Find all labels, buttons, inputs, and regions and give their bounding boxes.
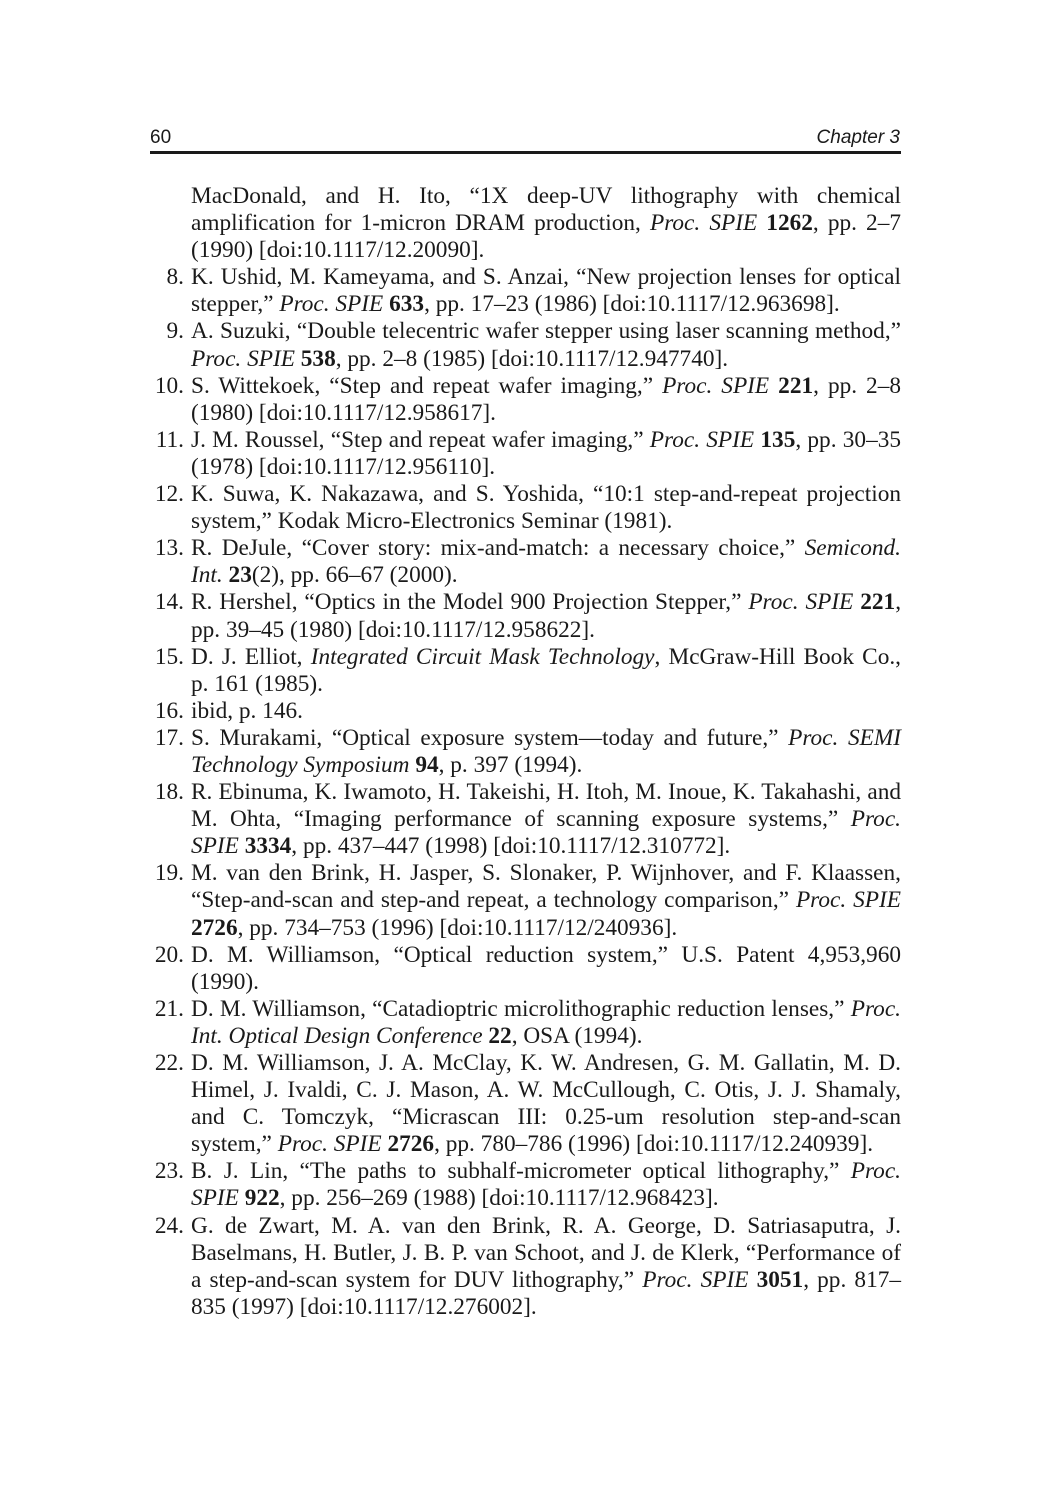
- reference-number: [150, 535, 191, 589]
- reference-text: [191, 860, 901, 941]
- reference-text-run: R. Ebinuma, K. Iwamoto, H. Takeishi, H. Itoh, M. Inoue, K. Takahashi, and M. Ohta, “Imaging performance of scanning exposure systems,”: [191, 779, 901, 833]
- reference-text: [191, 1158, 901, 1212]
- reference-text-run: , pp. 734–753 (1996) [doi:10.1117/12/240936].: [237, 914, 678, 941]
- reference-number-text: 17.: [154, 724, 184, 751]
- reference-number-text: 16.: [154, 697, 184, 724]
- reference-text: [191, 427, 901, 481]
- reference-text: [191, 779, 901, 860]
- reference-text-run: S. Murakami, “Optical exposure system—today and future,”: [191, 724, 789, 751]
- reference-number-text: 24.: [154, 1212, 184, 1239]
- reference-text-run: D. M. Williamson, J. A. McClay, K. W. Andresen, G. M. Gallatin, M. D. Himel, J. Ivaldi, C. J. Mason, A. W. McCullough, C. Otis, J. J. Shamaly, and C. Tomczyk, “Micrascan III: 0.25-um resolution step-and-scan system,”: [191, 1050, 901, 1158]
- reference-italic-text: Proc. SPIE: [649, 210, 758, 237]
- reference-text: [191, 264, 901, 318]
- reference-number: [150, 1158, 191, 1212]
- reference-number-text: [184, 183, 191, 209]
- reference-italic-text: Proc. SPIE: [662, 372, 770, 399]
- reference-volume: 135: [760, 426, 796, 453]
- reference-entry: [150, 725, 901, 779]
- reference-volume: 538: [300, 345, 336, 372]
- reference-volume: 3051: [756, 1266, 804, 1293]
- reference-number: [150, 996, 191, 1050]
- reference-text: [191, 644, 901, 698]
- reference-text-run: , OSA (1994).: [511, 1022, 643, 1049]
- reference-text-run: , pp. 437–447 (1998) [doi:10.1117/12.310772].: [291, 833, 731, 860]
- reference-number: [150, 481, 191, 535]
- reference-italic-text: Proc. SEMI Technology Symposium: [191, 724, 901, 778]
- reference-number-text: 19.: [154, 860, 184, 887]
- reference-text: [191, 535, 901, 589]
- reference-entry: [150, 942, 901, 996]
- reference-italic-text: Proc. SPIE: [191, 345, 295, 372]
- reference-text-run: , pp. 2–7 (1990) [doi:10.1117/12.20090].: [191, 210, 901, 264]
- reference-entry: [150, 481, 901, 535]
- reference-entry: [150, 779, 901, 860]
- reference-number: [150, 698, 191, 725]
- reference-number-text: 23.: [154, 1158, 184, 1185]
- reference-number: [150, 725, 191, 779]
- reference-text: [191, 373, 901, 427]
- reference-number: [150, 1050, 191, 1158]
- reference-text-run: , pp. 2–8 (1980) [doi:10.1117/12.958617].: [191, 372, 901, 426]
- reference-italic-text: Proc. Int. Optical Design Conference: [191, 995, 901, 1049]
- reference-volume: 2726: [387, 1131, 435, 1158]
- reference-number: [150, 1213, 191, 1321]
- running-header: [150, 126, 900, 150]
- reference-volume: 3334: [244, 833, 292, 860]
- page-number: 60: [150, 127, 172, 148]
- reference-text-run: K. Suwa, K. Nakazawa, and S. Yoshida, “10:1 step-and-repeat projection system,” Kodak Micro-Electronics Seminar (1981).: [191, 481, 901, 535]
- reference-italic-text: Proc. SPIE: [277, 1131, 382, 1158]
- reference-text-run: S. Wittekoek, “Step and repeat wafer imaging,”: [191, 372, 663, 399]
- reference-text: [191, 589, 901, 643]
- reference-italic-text: Proc. SPIE: [279, 291, 384, 318]
- reference-text-run: MacDonald, and H. Ito, “1X deep-UV lithography with chemical amplification for 1-micron DRAM production,: [191, 183, 901, 237]
- reference-text-run: D. M. Williamson, “Optical reduction system,” U.S. Patent 4,953,960 (1990).: [191, 941, 901, 995]
- reference-volume: 2726: [191, 914, 238, 941]
- reference-volume: 922: [244, 1185, 280, 1212]
- reference-entry: [150, 264, 901, 318]
- reference-text: [191, 318, 901, 372]
- reference-number: [150, 644, 191, 698]
- reference-text: [191, 183, 901, 264]
- reference-entry: [150, 1050, 901, 1158]
- reference-text-run: D. J. Elliot,: [191, 643, 311, 670]
- reference-italic-text: Integrated Circuit Mask Technology: [310, 643, 655, 670]
- reference-entry: [150, 373, 901, 427]
- reference-text-run: D. M. Williamson, “Catadioptric microlithographic reduction lenses,”: [191, 995, 851, 1022]
- reference-number: [150, 264, 191, 318]
- reference-text-run: , McGraw-Hill Book Co., p. 161 (1985).: [191, 643, 901, 697]
- reference-number-text: 18.: [154, 779, 184, 806]
- reference-text-run: ibid, p. 146.: [191, 697, 303, 724]
- reference-entry: [150, 183, 901, 264]
- reference-number-text: 10.: [154, 372, 184, 399]
- reference-number-text: 15.: [154, 643, 184, 670]
- reference-italic-text: Proc. SPIE: [642, 1266, 749, 1293]
- reference-volume: 22: [488, 1022, 512, 1049]
- reference-entry: [150, 427, 901, 481]
- reference-number: [150, 860, 191, 941]
- reference-text: [191, 698, 901, 725]
- reference-text-run: , p. 397 (1994).: [438, 751, 583, 778]
- reference-number-text: 9.: [166, 318, 184, 345]
- reference-number-text: 12.: [154, 481, 184, 508]
- reference-text-run: B. J. Lin, “The paths to subhalf-micrometer optical lithography,”: [191, 1158, 851, 1185]
- reference-number: [150, 373, 191, 427]
- reference-italic-text: Proc. SPIE: [191, 806, 901, 860]
- reference-entry: [150, 1158, 901, 1212]
- reference-entry: [150, 860, 901, 941]
- reference-number: [150, 942, 191, 996]
- reference-number: [150, 427, 191, 481]
- reference-text-run: , pp. 817–835 (1997) [doi:10.1117/12.276002].: [191, 1266, 902, 1320]
- reference-entry: [150, 589, 901, 643]
- reference-volume: 633: [389, 291, 425, 318]
- reference-text-run: [769, 373, 778, 399]
- reference-text-run: , pp. 39–45 (1980) [doi:10.1117/12.958622].: [191, 589, 902, 643]
- reference-text-run: , pp. 30–35 (1978) [doi:10.1117/12.956110].: [191, 426, 902, 480]
- reference-number: [150, 183, 191, 264]
- reference-entry: [150, 1213, 901, 1321]
- reference-number-text: 13.: [154, 535, 184, 562]
- chapter-label: Chapter 3: [816, 127, 900, 148]
- reference-text: [191, 1050, 901, 1158]
- reference-text-run: R. DeJule, “Cover story: mix-and-match: a necessary choice,”: [191, 535, 805, 562]
- reference-entry: [150, 644, 901, 698]
- reference-text-run: R. Hershel, “Optics in the Model 900 Projection Stepper,”: [191, 589, 749, 616]
- reference-volume: 23: [228, 562, 252, 589]
- reference-entry: [150, 996, 901, 1050]
- reference-text-run: (2), pp. 66–67 (2000).: [251, 562, 458, 589]
- reference-volume: 221: [860, 589, 896, 616]
- reference-number: [150, 589, 191, 643]
- reference-text: [191, 942, 901, 996]
- reference-text-run: G. de Zwart, M. A. van den Brink, R. A. George, D. Satriasaputra, J. Baselmans, H. Butler, J. B. P. van Schoot, and J. de Klerk, “Performance of a step-and-scan system for DUV lithography,”: [191, 1212, 901, 1293]
- reference-text-run: K. Ushid, M. Kameyama, and S. Anzai, “New projection lenses for optical stepper,”: [191, 264, 901, 318]
- header-rule: [150, 151, 901, 154]
- reference-entry: [150, 698, 901, 725]
- reference-entry: [150, 318, 901, 372]
- reference-text: [191, 481, 901, 535]
- reference-text-run: , pp. 780–786 (1996) [doi:10.1117/12.240939].: [434, 1131, 874, 1158]
- reference-number: [150, 318, 191, 372]
- reference-entry: [150, 535, 901, 589]
- reference-number-text: 21.: [154, 995, 184, 1022]
- reference-text-run: J. M. Roussel, “Step and repeat wafer imaging,”: [191, 426, 650, 453]
- reference-text: [191, 1213, 901, 1321]
- reference-text: [191, 996, 901, 1050]
- reference-number-text: 22.: [154, 1050, 184, 1076]
- reference-text-run: , pp. 256–269 (1988) [doi:10.1117/12.968423].: [279, 1185, 719, 1212]
- reference-italic-text: Proc. SPIE: [795, 887, 901, 914]
- reference-list: [150, 183, 901, 1321]
- reference-text-run: , pp. 2–8 (1985) [doi:10.1117/12.947740].: [335, 345, 729, 372]
- reference-text-run: A. Suzuki, “Double telecentric wafer stepper using laser scanning method,”: [191, 318, 901, 345]
- reference-text-run: M. van den Brink, H. Jasper, S. Slonaker, P. Wijnhover, and F. Klaassen, “Step-and-scan and step-and repeat, a technology comparison,”: [191, 860, 901, 914]
- reference-text: [191, 725, 901, 779]
- reference-text-run: [748, 1267, 756, 1293]
- reference-number-text: 11.: [155, 426, 184, 453]
- reference-number-text: 20.: [154, 941, 184, 968]
- reference-italic-text: Proc. SPIE: [649, 426, 755, 453]
- reference-number: [150, 779, 191, 860]
- reference-number-text: 8.: [166, 264, 184, 291]
- reference-volume: 94: [415, 751, 439, 778]
- reference-italic-text: Proc. SPIE: [748, 589, 854, 616]
- reference-italic-text: Proc. SPIE: [191, 1158, 901, 1212]
- reference-text-run: , pp. 17–23 (1986) [doi:10.1117/12.963698].: [424, 291, 840, 318]
- reference-volume: 1262: [766, 210, 813, 237]
- reference-italic-text: Semicond. Int.: [191, 535, 901, 589]
- reference-number-text: 14.: [154, 589, 184, 616]
- reference-volume: 221: [778, 372, 814, 399]
- reference-text-run: [757, 210, 766, 236]
